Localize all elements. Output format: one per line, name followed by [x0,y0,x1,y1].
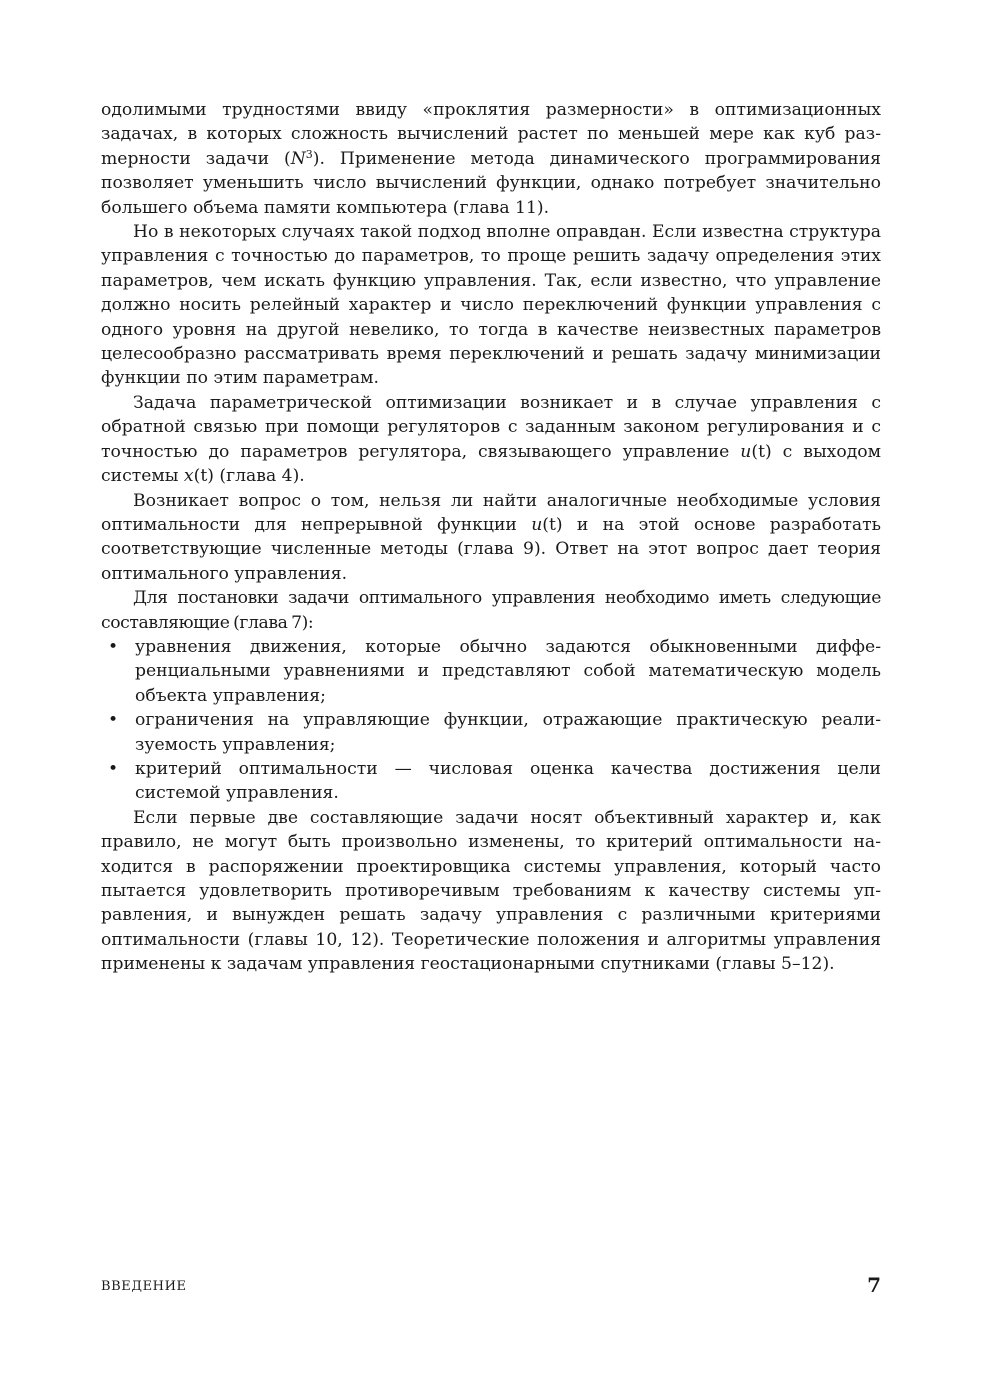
list-item-text: ограничения на управляющие функции, отражающие практическую реализуемость управления; [135,710,881,755]
superscript-3: 3 [305,147,313,161]
math-paren-t: (t) [542,514,563,535]
math-u: u [740,441,752,462]
bullet-marker: • [108,758,119,779]
paragraph-6: Если первые две составляющие задачи носят объективный характер и, как правило, не могут быть произвольно изменены, то критерий оптимальности находится в распоряжении проектировщика системы управления, который часто пытается удовлетворить противоречивым требованиям к качеству системы управления, и вынужден решать задачу управления с различными критериями оптимальности (главы 10, 12). Теоретические положения и алгоритмы управления применены к задачам управления геостационарными спутниками (главы 5–12). [101,807,881,975]
paragraph-4 [101,489,881,587]
paragraph-2: Но в некоторых случаях такой подход вполне оправдан. Если известна структура управления с точностью до параметров, то проще решить задачу определения этих параметров, чем искать функцию управления. Так, если известно, что управление должно носить релейный характер и число переключений функции управления с одного уровня на другой невелико, то тогда в качестве неизвестных параметров целесообразно рассматривать время переключений и решать задачу минимизации функции по этим параметрам. [101,222,881,389]
page-number: 7 [867,1273,881,1297]
paragraph-3-text-b: с выходом системы [101,441,881,487]
math-u: u [531,514,543,535]
paragraph-4-text-b: и на этой основе разработать соответствующие численные методы (глава 9). Ответ на этот вопрос дает теория оптимального управления. [101,514,881,584]
paragraph-3-text-a: Задача параметрической оптимизации возникает и в случае управления с обратной связью при помощи регуляторов с заданным законом регулирования и с точностью до параметров регулятора, связывающего управление [101,392,881,462]
bullet-list [101,635,881,806]
list-item [101,708,881,757]
list-item-text: уравнения движения, которые обычно задаются обыкновенными дифференциальными уравнениями и представляют собой математическую модель объекта управления; [135,636,881,706]
paragraph-1-text-b: ). Применение метода динамического программирования позволяет уменьшить число вычислений функции, однако потребует значительно большего объема памяти компьютера (глава 11). [101,148,881,218]
math-n: N [290,148,306,169]
list-item [101,757,881,806]
list-item [101,635,881,708]
bullet-marker: • [108,710,119,731]
running-footer-section: ВВЕДЕНИЕ [101,1279,187,1294]
math-paren-t: (t) [193,466,214,487]
page-body [101,98,881,977]
paragraph-3 [101,391,881,489]
list-item-text: критерий оптимальности — числовая оценка качества достижения цели системой управления. [135,758,881,804]
paragraph-3-text-c: (глава 4). [213,466,305,487]
math-x: x [183,466,194,487]
paragraph-4-text-a: Возникает вопрос о том, нельзя ли найти аналогичные необходимые условия оптимальности для непрерывной функции [101,490,881,535]
paragraph-5: Для постановки задачи оптимального управления необходимо иметь следующие составляющие (глава 7): [101,588,881,633]
paragraph-1 [101,98,881,220]
bullet-marker: • [108,636,119,657]
paragraph-1-text-a: одолимыми трудностями ввиду «проклятия размерности» в оптимизационных задачах, в которых сложность вычислений растет по меньшей мере как куб разmерности задачи ( [101,100,881,169]
math-paren-t: (t) [751,441,772,462]
